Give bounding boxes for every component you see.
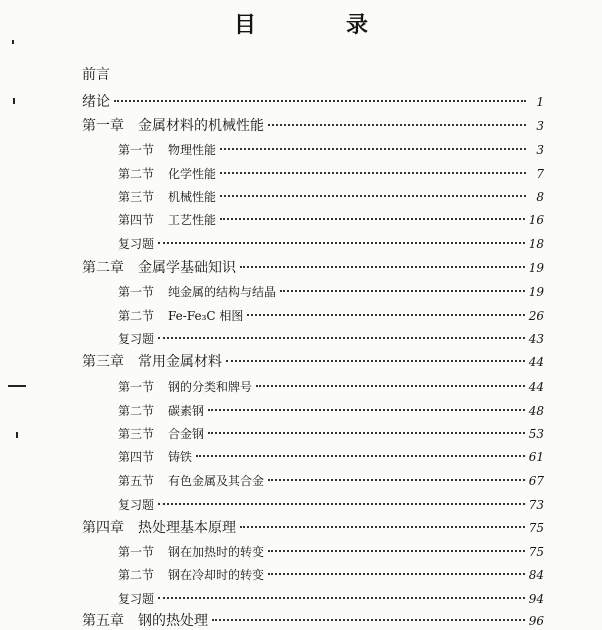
entry-page-number: 96 bbox=[528, 614, 544, 628]
entry-title: 钢的热处理 bbox=[138, 613, 208, 629]
entry-title: 复习题 bbox=[118, 332, 155, 346]
toc-entry bbox=[118, 496, 544, 514]
toc-entry bbox=[118, 283, 544, 301]
dot-leader bbox=[226, 360, 525, 362]
dot-leader bbox=[240, 526, 525, 528]
entry-page-number: 8 bbox=[536, 190, 544, 204]
entry-title: 绪论 bbox=[82, 94, 110, 110]
entry-number: 第四章 bbox=[82, 520, 124, 536]
entry-page-number: 3 bbox=[536, 143, 544, 157]
entry-title: 金属材料的机械性能 bbox=[138, 118, 264, 134]
entry-number: 第一节 bbox=[118, 285, 155, 299]
toc-entry bbox=[82, 612, 544, 630]
entry-number: 第二章 bbox=[82, 260, 124, 276]
entry-title: 机械性能 bbox=[168, 190, 217, 204]
entry-page-number: 53 bbox=[528, 427, 544, 441]
entry-title: 复习题 bbox=[118, 498, 155, 512]
toc-entry bbox=[118, 307, 544, 325]
entry-page-number: 75 bbox=[528, 545, 544, 559]
scan-speck bbox=[16, 432, 18, 438]
toc-entry bbox=[118, 448, 544, 466]
dot-leader bbox=[268, 124, 526, 126]
entry-page-number: 67 bbox=[528, 474, 544, 488]
entry-number: 第二节 bbox=[118, 167, 155, 181]
dot-leader bbox=[212, 619, 525, 621]
scan-speck bbox=[8, 385, 26, 387]
dot-leader bbox=[208, 409, 525, 411]
toc-entry bbox=[118, 211, 544, 229]
entry-number: 第三章 bbox=[82, 354, 124, 370]
entry-page-number: 84 bbox=[528, 568, 544, 582]
entry-page-number: 1 bbox=[536, 95, 544, 109]
dot-leader bbox=[208, 432, 525, 434]
page-title: 目 录 bbox=[233, 12, 402, 38]
entry-page-number: 48 bbox=[528, 404, 544, 418]
dot-leader bbox=[256, 385, 525, 387]
entry-title: 合金钢 bbox=[168, 427, 205, 441]
dot-leader bbox=[158, 242, 525, 244]
entry-number: 第三节 bbox=[118, 427, 155, 441]
entry-number: 第二节 bbox=[118, 404, 155, 418]
entry-page-number: 44 bbox=[528, 355, 544, 369]
entry-number: 第一节 bbox=[118, 380, 155, 394]
entry-title: 钢在加热时的转变 bbox=[168, 545, 265, 559]
dot-leader bbox=[114, 100, 526, 102]
entry-title: 钢的分类和牌号 bbox=[168, 380, 253, 394]
toc-entry bbox=[118, 590, 544, 608]
entry-title: 碳素钢 bbox=[168, 404, 205, 418]
dot-leader bbox=[196, 455, 525, 457]
dot-leader bbox=[268, 479, 525, 481]
toc-entry bbox=[82, 93, 544, 111]
toc-entry bbox=[118, 330, 544, 348]
entry-title: 复习题 bbox=[118, 237, 155, 251]
dot-leader bbox=[220, 218, 525, 220]
dot-leader bbox=[158, 503, 525, 505]
dot-leader bbox=[158, 337, 525, 339]
dot-leader bbox=[220, 195, 526, 197]
toc-entry bbox=[118, 188, 544, 206]
entry-title: 常用金属材料 bbox=[138, 354, 222, 370]
toc-entry bbox=[118, 378, 544, 396]
entry-page-number: 94 bbox=[528, 592, 544, 606]
entry-page-number: 73 bbox=[528, 498, 544, 512]
dot-leader bbox=[280, 290, 525, 292]
toc-entry bbox=[118, 141, 544, 159]
entry-number: 第四节 bbox=[118, 213, 155, 227]
entry-title: 钢在冷却时的转变 bbox=[168, 568, 265, 582]
entry-title: 化学性能 bbox=[168, 167, 217, 181]
entry-title: 物理性能 bbox=[168, 143, 217, 157]
entry-number: 第五章 bbox=[82, 613, 124, 629]
dot-leader bbox=[220, 148, 526, 150]
entry-page-number: 44 bbox=[528, 380, 544, 394]
toc-entry bbox=[118, 235, 544, 253]
entry-title: 铸铁 bbox=[168, 450, 193, 464]
entry-page-number: 7 bbox=[536, 167, 544, 181]
dot-leader bbox=[158, 597, 525, 599]
entry-number: 第五节 bbox=[118, 474, 155, 488]
entry-page-number: 61 bbox=[528, 450, 544, 464]
dot-leader bbox=[247, 314, 524, 316]
toc-entry bbox=[118, 425, 544, 443]
entry-number: 第一节 bbox=[118, 143, 155, 157]
toc-entry bbox=[118, 402, 544, 420]
toc-entry bbox=[118, 165, 544, 183]
toc-entry bbox=[118, 472, 544, 490]
entry-title: 工艺性能 bbox=[168, 213, 217, 227]
entry-page-number: 18 bbox=[528, 237, 544, 251]
toc-entry bbox=[118, 566, 544, 584]
entry-number: 第一节 bbox=[118, 545, 155, 559]
entry-page-number: 43 bbox=[528, 332, 544, 346]
entry-title: 热处理基本原理 bbox=[138, 520, 236, 536]
toc-entry bbox=[82, 259, 544, 277]
entry-page-number: 16 bbox=[528, 213, 544, 227]
entry-title: 前言 bbox=[82, 67, 110, 83]
entry-page-number: 19 bbox=[528, 261, 544, 275]
toc-entry bbox=[118, 543, 544, 561]
entry-title: 纯金属的结构与结晶 bbox=[168, 285, 277, 299]
toc-entry bbox=[82, 66, 544, 84]
dot-leader bbox=[220, 172, 526, 174]
dot-leader bbox=[268, 550, 525, 552]
entry-page-number: 19 bbox=[528, 285, 544, 299]
entry-number: 第二节 bbox=[118, 309, 155, 323]
entry-title: 复习题 bbox=[118, 592, 155, 606]
entry-number: 第二节 bbox=[118, 568, 155, 582]
dot-leader bbox=[268, 573, 525, 575]
entry-title: 金属学基础知识 bbox=[138, 260, 236, 276]
entry-number: 第一章 bbox=[82, 118, 124, 134]
dot-leader bbox=[240, 266, 525, 268]
toc-entry bbox=[82, 353, 544, 371]
entry-page-number: 75 bbox=[528, 521, 544, 535]
entry-title: Fe-Fe₃C 相图 bbox=[168, 309, 244, 323]
scan-speck bbox=[12, 40, 14, 44]
toc-entry bbox=[82, 117, 544, 135]
entry-page-number: 26 bbox=[528, 309, 544, 323]
entry-number: 第三节 bbox=[118, 190, 155, 204]
entry-title: 有色金属及其合金 bbox=[168, 474, 265, 488]
scan-speck bbox=[13, 98, 15, 104]
entry-number: 第四节 bbox=[118, 450, 155, 464]
entry-page-number: 3 bbox=[536, 119, 544, 133]
toc-entry bbox=[82, 519, 544, 537]
